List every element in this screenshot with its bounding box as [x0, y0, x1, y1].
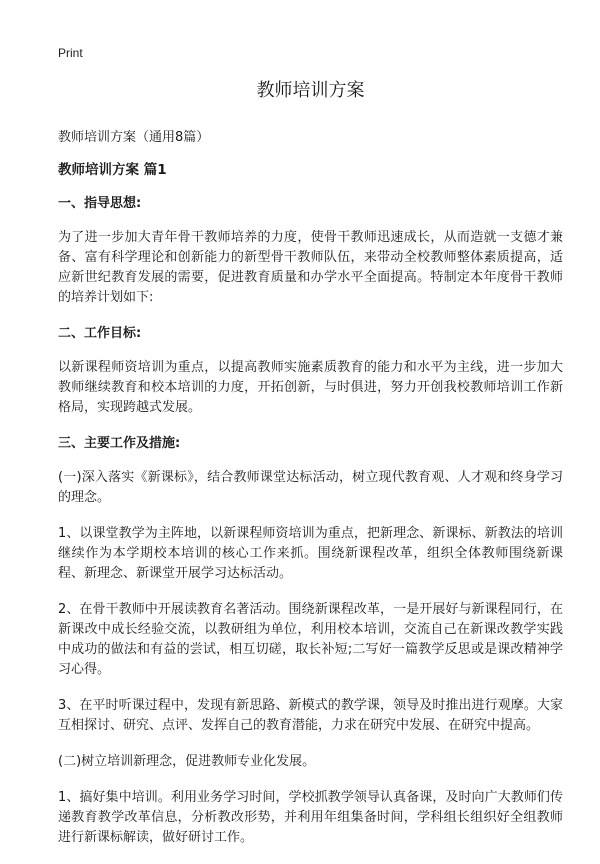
print-link[interactable]: Print [58, 46, 83, 60]
heading-guiding-thought: 一、指导思想: [58, 196, 142, 211]
paragraph-measure-1: (一)深入落实《新课标》，结合教师课堂达标活动，树立现代教育观、人才观和终身学习的理念。 [58, 470, 563, 505]
paragraph-measure-6: 1、搞好集中培训。利用业务学习时间，学校抓教学领导认真备课，及时向广大教师们传递教育教学改革信息，分析教改形势，并利用年组集备时间，学科组长组织好全组教师进行新课标解读，做好研讨工作。 [58, 790, 563, 845]
document-page [58, 78, 563, 864]
paragraph-measure-5: (二)树立培训新理念，促进教师专业化发展。 [58, 754, 316, 769]
paragraph-measure-2: 1、以课堂教学为主阵地，以新课程师资培训为重点，把新理念、新课标、新教法的培训继续作为本学期校本培训的核心工作来抓。围绕新课程改革，组织全体教师围绕新课程、新理念、新课堂开展学习达标活动。 [58, 526, 563, 581]
paragraph-work-goal: 以新课程师资培训为重点，以提高教师实施素质教育的能力和水平为主线，进一步加大教师继续教育和校本培训的力度，开拓创新，与时俱进，努力开创我校教师培训工作新格局，实现跨越式发展。 [58, 360, 563, 415]
paragraph-guiding-thought: 为了进一步加大青年骨干教师培养的力度，使骨干教师迅速成长，从而造就一支德才兼备、富有科学理论和创新能力的新型骨干教师队伍，来带动全校教师整体素质提高，适应新世纪教育发展的需要，促进教育质量和办学水平全面提高。特制定本年度骨干教师的培养计划如下: [58, 230, 563, 305]
section-title: 教师培训方案 篇1 [58, 162, 167, 178]
heading-measures: 三、主要工作及措施: [58, 436, 181, 451]
document-title: 教师培训方案 [256, 80, 365, 101]
paragraph-measure-4: 3、在平时听课过程中，发现有新思路、新模式的教学课，领导及时推出进行观摩。大家互相探讨、研究、点评、发挥自己的教育潜能，力求在研究中发展、在研究中提高。 [58, 698, 563, 733]
heading-work-goal: 二、工作目标: [58, 326, 142, 341]
paragraph-measure-3: 2、在骨干教师中开展读教育名著活动。围绕新课程改革，一是开展好与新课程同行，在新课改中成长经验交流，以教研组为单位，利用校本培训，交流自己在新课改教学实践中成功的做法和有益的尝试，相互切磋，取长补短;二写好一篇教学反思或是课改精神学习心得。 [58, 602, 563, 677]
document-subtitle: 教师培训方案（通用8篇） [58, 130, 210, 145]
